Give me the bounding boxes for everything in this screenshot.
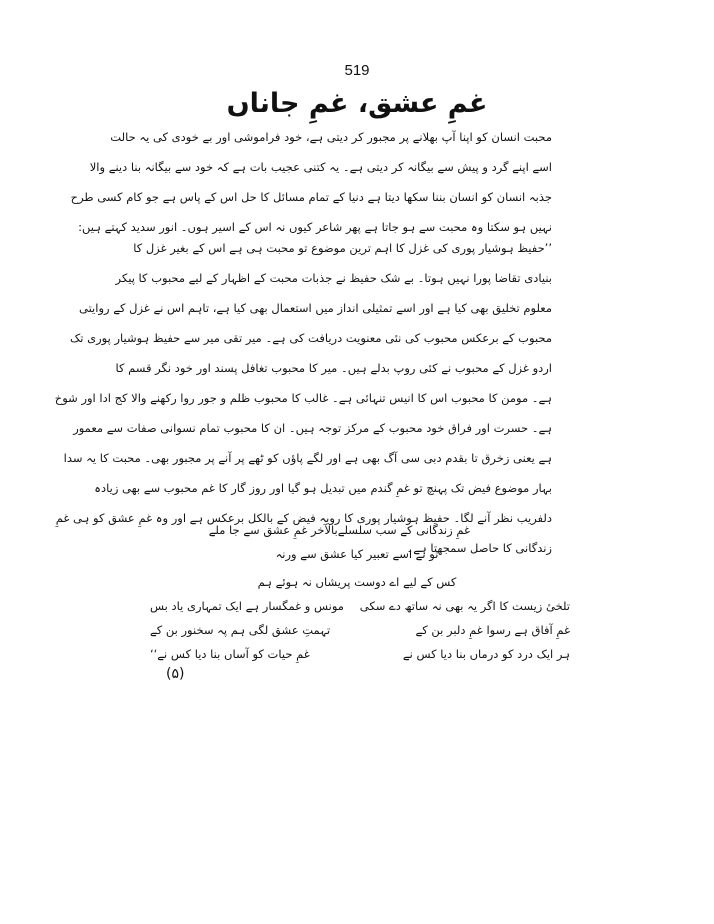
text-line: نہیں ہو سکتا وہ محبت سے ہو جاتا ہے پھر شاعر کیوں نہ اس کے اسیر ہوں۔ انور سدید کہتے ہیں: — [78, 220, 552, 234]
text-line: معلوم تخلیق بھی کیا ہے اور اسے تمثیلی انداز میں استعمال بھی کیا ہے، تاہم اس نے غزل کے روایتی — [79, 301, 552, 315]
text-line: بنیادی تقاضا پورا نہیں ہوتا۔ بے شک حفیظ نے جذبات محبت کے اظہار کے لیے محبوب کا پیکر — [115, 271, 552, 285]
verse-hemistich: غمِ زندگانی کے سب سلسلے — [337, 523, 470, 537]
verse-row-1 — [150, 596, 570, 616]
verse-hemistich: ہر ایک درد کو درماں بنا دیا کس نے — [402, 647, 570, 661]
page-number: 519 — [344, 62, 370, 79]
reference-marker: (۵) — [166, 666, 185, 682]
text-line: اسے اپنے گرد و پیش سے بیگانہ کر دیتی ہے۔ یہ کتنی عجیب بات ہے کہ خود سے بیگانہ بنا دینے والا — [89, 160, 552, 174]
verse-couplet-3: کس کے لیے اے دوست پریشاں نہ ہوئے ہم — [257, 575, 457, 589]
text-line: زندگانی کا حاصل سمجھتا ہے۔ — [406, 541, 552, 555]
verse-hemistich: تلخیٔ زیست کا اگر یہ بھی نہ ساتھ دے سکی — [359, 599, 570, 613]
verse-couplet-1 — [208, 520, 470, 540]
verse-row-2 — [150, 620, 570, 640]
text-line: ہے یعنی زخرق تا بقدم دبی سی آگ بھی ہے اور لگے پاؤں کو ٹھے پر آنے پر مجبور بھی۔ محبت کا یہ سدا — [63, 451, 552, 465]
text-line: بہار موضوع فیض تک پہنچ تو غمِ گندم میں تبدیل ہو گیا اور روز گار کا غم محبوب سے بھی زیادہ — [94, 481, 552, 495]
verse-row-3 — [150, 644, 570, 664]
verse-couplet-2: تو نے اسے تعبیر کیا عشق سے ورنہ — [275, 547, 439, 561]
text-line: ہے۔ حسرت اور فراق خود محبوب کے مرکز توجہ ہیں۔ ان کا محبوب تمام نسوانی صفات سے معمور — [73, 421, 552, 435]
verse-hemistich: غمِ آفاق ہے رسوا غمِ دلبر بن کے — [415, 623, 570, 637]
text-line: ’’حفیظ ہوشیار پوری کی غزل کا اہم ترین موضوع تو محبت ہی ہے اس کے بغیر غزل کا — [133, 241, 552, 255]
paragraph-quotation — [54, 233, 552, 563]
text-line: ہے۔ مومن کا محبوب اس کا انیس تنہائی ہے۔ غالب کا محبوب ظلم و جور روا رکھنے والا کج ادا اور شوخ — [54, 391, 552, 405]
text-line: دلفریب نظر آنے لگا۔ حفیظ ہوشیار پوری کا رویہ فیض کے بالکل برعکس ہے اور وہ غمِ عشق کو ہی غمِ — [55, 511, 552, 525]
verse-hemistich: بالآخر غمِ عشق سے جا ملے — [208, 523, 338, 537]
verse-hemistich: غمِ حیات کو آساں بنا دیا کس نے‘‘ — [150, 647, 310, 661]
verse-hemistich: مونس و غمگسار ہے ایک تمہاری یاد بس — [150, 599, 344, 613]
paragraph-intro — [70, 122, 552, 242]
text-line: محبوب کے برعکس محبوب کی نئی معنویت دریافت کی ہے۔ میر تقی میر سے حفیظ ہوشیار پوری تک — [69, 331, 552, 345]
verse-hemistich: تہمتِ عشق لگی ہم پہ سخنور بن کے — [150, 623, 331, 637]
text-line: اردو غزل کے محبوب نے کئی روپ بدلے ہیں۔ میر کا محبوب تغافل پسند اور خود نگر قسم کا — [115, 361, 552, 375]
text-line: جذبہ انسان کو انسان بننا سکھا دیتا ہے دنیا کے تمام مسائل کا حل اس کے پاس ہے جو کام کسی طرح — [70, 190, 552, 204]
chapter-title: غمِ عشق، غمِ جاناں — [226, 88, 488, 119]
text-line: محبت انسان کو اپنا آپ بھلانے پر مجبور کر دیتی ہے، خود فراموشی اور بے خودی کی یہ حالت — [110, 130, 552, 144]
